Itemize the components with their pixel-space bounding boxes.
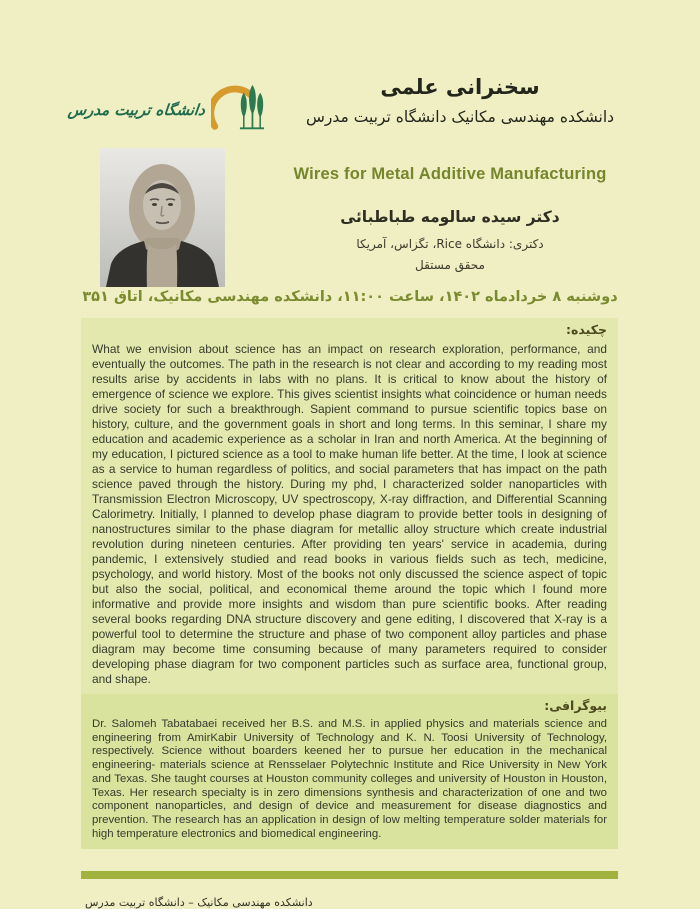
speaker-name: دکتر سیده سالومه طباطبائی: [340, 208, 560, 226]
header-titles: [270, 74, 650, 127]
speaker-info: [240, 165, 660, 272]
footer-divider-bar: [81, 871, 618, 879]
abstract-text: What we envision about science has an impact on research exploration, performance, and eventually the outcomes. The path in the research is not clear and according to my reading most results arise by accidents in labs with no plans. It is critical to know about the history of emergence of science we explore. This gives scientist insights what coincidence or human needs drive society for such a breakthrough. Sapient command to pursue scientific topics base on history, culture, and the government goals in short and long terms. In this seminar, I share my education and academic experience as a scholar in Iran and north America. At the beginning of my education, I pictured science as a tool to make human life better. At the time, I look at science as a service to human regardless of politics, and social parameters that has impact on the path science paved through the history. During my phd, I characterized solder nanoparticles with Transmission Electron Microscopy, UV spectroscopy, X-ray diffraction, and Differential Scanning Calorimetry. Initially, I planned to develop phase diagram to provide better tools in designing of nanostructures similar to the phase diagram for metallic alloy structure which create industrial revolution during nineteen centuries. After providing ten years' service in academia, during pandemic, I extensively studied and read books in various fields such as tech, medicine, psychology, and world history. Most of the books not only discussed the science aspect of topic but also the social, political, and economical theme around the topic which I found more informative and provide more insights and wisdom than pure scientific books. After reading several books regarding DNA structure discovery and gene editing, I discovered that X-ray is a powerful tool to determine the structure and phase of two component alloy particles and phase diagram may become time consuming because of many parameters required to consider developing phase diagram for two component particles such as surface area, functional group, and shape.: [92, 342, 607, 686]
faculty-subtitle: دانشکده مهندسی مکانیک دانشگاه تربیت مدرس: [305, 108, 615, 126]
university-logo-icon: [211, 81, 265, 139]
biography-text: Dr. Salomeh Tabatabaei received her B.S. and M.S. in applied physics and materials science and engineering from AmirKabir University of Technology and K. N. Toosi University of Technology, respectively. Science without boarders keened her to pursue her education in the mechanical engineering- materials science at Rensselaer Polytechnic Institute and Rice University in New York and Texas. She taught courses at Houston community colleges and university of Houston in Houston, Texas. Her research specialty is in zero dimensions synthesis and characterization of one and two component nanoparticles, and design of device and measurement for disease diagnostics and prevention. The research has an application in design of low melting temperature solder materials for high temperature electronics and biomedical engineering.: [92, 718, 607, 840]
abstract-section: [81, 318, 618, 694]
lecture-type-title: سخنرانی علمی: [380, 75, 540, 99]
talk-title: Wires for Metal Additive Manufacturing: [293, 165, 607, 183]
biography-label: بیوگرافی:: [544, 698, 607, 713]
biography-section: [81, 694, 618, 849]
abstract-label: چکیده:: [566, 322, 607, 337]
speaker-degree: دکتری: دانشگاه Rice، تگزاس، آمریکا: [356, 237, 544, 251]
university-name-calligraphy: دانشگاه تربیت مدرس: [67, 101, 206, 119]
speaker-role: محقق مستقل: [415, 258, 485, 272]
footer-text: دانشکده مهندسی مکانیک – دانشگاه تربیت مدرس: [85, 896, 313, 909]
university-logo: [68, 80, 253, 140]
content-column: [81, 318, 618, 909]
speaker-photo: [100, 148, 225, 287]
event-datetime-line: دوشنبه ۸ خردادماه ۱۴۰۲، ساعت ۱۱:۰۰، دانشکده مهندسی مکانیک، اتاق ۳۵۱: [82, 289, 618, 305]
